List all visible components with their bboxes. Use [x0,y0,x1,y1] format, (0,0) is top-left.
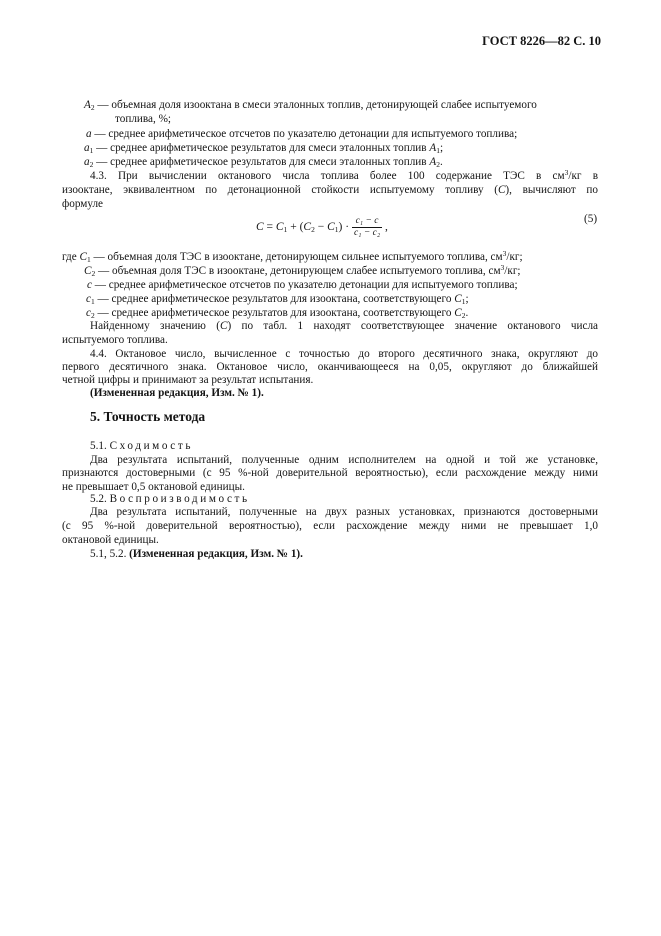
formula-5: $C = C_1 + (C_2 - C_1)$ · $\frac{\text{c₁ − c}}{\text{c₁ − c₂}}$ , [256,216,388,238]
definition-c1-small: $c_1$ — среднее арифметическое результатов для изооктана, соответствующего $C_1$; [86,293,469,306]
paragraph-4-4-line-1: 4.4. Октановое число, вычисленное с точностью до второго десятичного знака, округляют до [90,348,598,360]
paragraph-4-4-line-2: первого десятичного знака. Октановое число, оканчивающееся на 0,05, округляют до ближайшей [62,361,598,373]
paragraph-4-4-line-3: четной цифры и принимают за результат испытания. [62,374,314,386]
found-value-line-1: Найденному значению (С) по табл. 1 находят соответствующее значение октанового числа [90,320,598,332]
definition-a2: $A_2$ — объемная доля изооктана в смеси эталонных топлив, детонирующей слабее испытуемого [84,99,537,112]
section-5-title: 5. Точность метода [90,409,206,424]
definition-a1: $a_1$ — среднее арифметическое результатов для смеси эталонных топлив $A_1$; [84,142,444,155]
fraction-numerator: c₁ − c [352,216,382,228]
subsection-5-1-heading: 5.1. Сходимость [90,440,194,452]
formula-number: (5) [584,213,598,225]
subsection-5-1-line-3: не превышает 0,5 октановой единицы. [62,481,245,493]
formula-fraction [352,216,382,239]
subsection-5-2-heading: 5.2. Воспроизводимость [90,493,250,505]
page-header: ГОСТ 8226—82 С. 10 [482,34,601,48]
definition-a2-small: $a_2$ — среднее арифметическое результатов для смеси эталонных топлив $A_2$. [84,156,443,169]
amendment-note-4-4: (Измененная редакция, Изм. № 1). [90,387,264,399]
definition-c2: $C_2$ — объемная доля ТЭС в изооктане, детонирующем слабее испытуемого топлива, $см^3/кг$; [84,263,521,278]
subsection-5-2-line-1: Два результата испытаний, полученные на двух разных установках, признаются достоверными [90,506,598,518]
found-value-line-2: испытуемого топлива. [62,334,168,346]
subsection-5-2-line-3: октановой единицы. [62,534,159,546]
paragraph-4-3-line-2: изооктане, эквивалентном по детонационной стойкости испытуемому топливу (С), вычисляют по [62,184,598,196]
subsection-5-1-line-2: признаются достоверными (с 95 %-ной доверительной вероятностью), если расхождение между ними [62,467,598,479]
paragraph-4-3-line-1: 4.3. При вычислении октанового числа топлива более 100 содержание ТЭС в $см^3/кг$ в [90,168,598,182]
definition-a: a — среднее арифметическое отсчетов по указателю детонации для испытуемого топлива; [86,128,518,140]
paragraph-4-3-line-3: формуле [62,198,103,210]
definition-c: c — среднее арифметическое отсчетов по указателю детонации для испытуемого топлива; [87,279,518,291]
definition-c1: где $C_1$ — объемная доля ТЭС в изооктане, детонирующем сильнее испытуемого топлива, $см^3/кг$; [62,249,523,264]
subsection-5-2-line-2: (с 95 %-ной доверительной вероятностью), если расхождение между ними не превышает 1,0 [62,520,598,532]
fraction-denominator: c₁ − c₂ [353,228,381,238]
amendment-note-5: 5.1, 5.2. (Измененная редакция, Изм. № 1). [90,548,303,560]
definition-a2-continued: топлива, %; [115,113,172,125]
definition-c2-small: $c_2$ — среднее арифметическое результатов для изооктана, соответствующего $C_2$. [86,307,469,320]
subsection-5-1-line-1: Два результата испытаний, полученные одним исполнителем на одной и той же установке, [90,454,598,466]
